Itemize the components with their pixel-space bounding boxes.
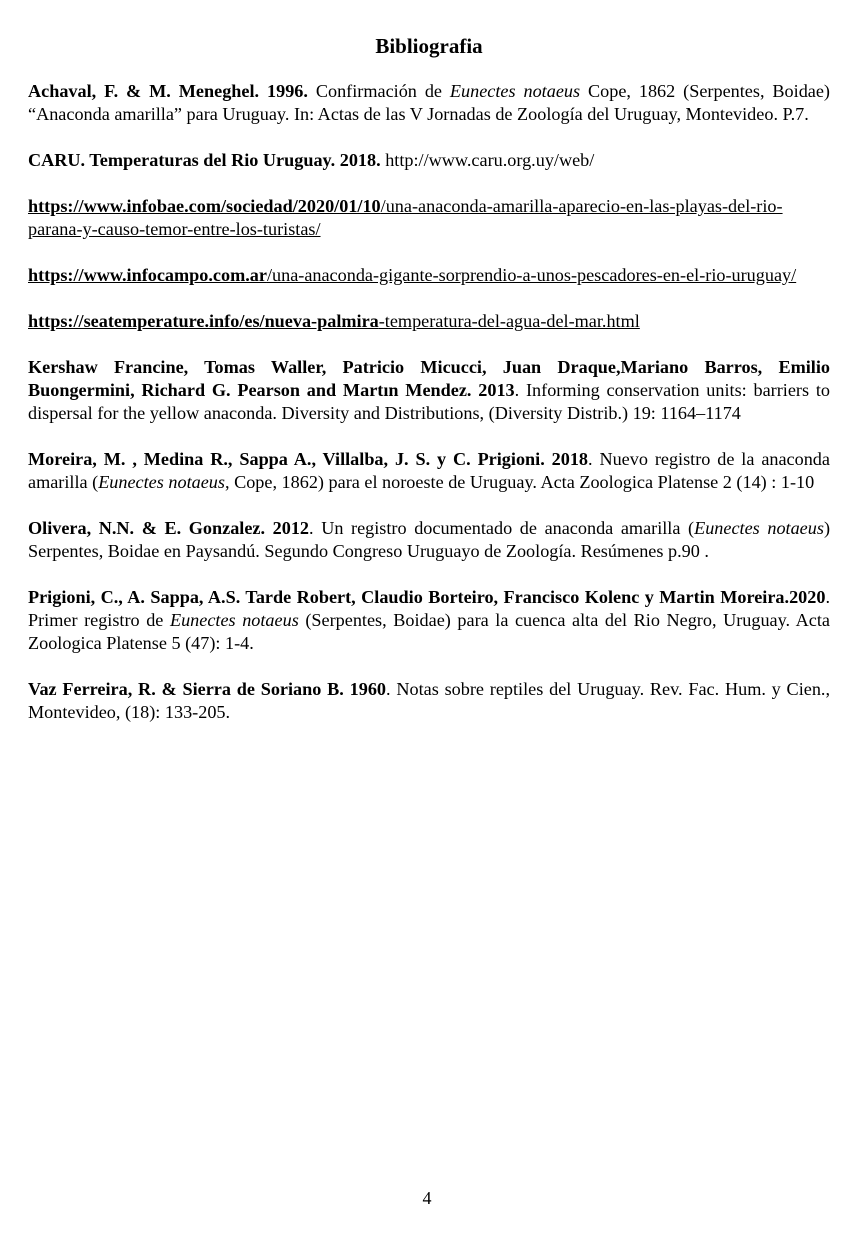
reference-text: . Un registro documentado de anaconda amarilla ( — [309, 518, 695, 538]
reference-text: Cope, 1862 (Serpentes, Boidae) “Anaconda amarilla” para Uruguay. In: Actas de las V Jornadas de Zoología del Uruguay, Montevideo. P.7. — [28, 81, 830, 124]
species-name: Eunectes notaeus — [169, 610, 299, 630]
species-name: Eunectes notaeus — [98, 472, 225, 492]
species-name: Eunectes notaeus — [449, 81, 581, 101]
reference-moreira-2018 — [28, 448, 830, 494]
reference-authors: Moreira, M. , Medina R., Sappa A., Villalba, J. S. y C. Prigioni. 2018 — [28, 449, 589, 469]
reference-kershaw-2013 — [28, 356, 830, 425]
link-domain[interactable]: https://seatemperature.info/es/nueva-palmira — [28, 311, 379, 331]
reference-caru-2018 — [28, 149, 830, 172]
species-name: Eunectes notaeus — [694, 518, 824, 538]
reference-text: Confirmación de — [307, 81, 450, 101]
link-path[interactable]: /una-anaconda-gigante-sorprendio-a-unos-pescadores-en-el-rio-uruguay/ — [266, 265, 797, 285]
link-path[interactable]: -temperatura-del-agua-del-mar.html — [378, 311, 640, 331]
reference-text: . Primer registro de — [28, 587, 830, 630]
reference-vaz-ferreira-1960 — [28, 678, 830, 724]
reference-text: (Serpentes, Boidae) para la cuenca alta del Rio Negro, Uruguay. Acta Zoologica Platense 5 (47): 1-4. — [28, 610, 830, 653]
reference-infobae — [28, 195, 830, 241]
reference-url[interactable]: http://www.caru.org.uy/web/ — [380, 150, 595, 170]
reference-infocampo — [28, 264, 830, 287]
reference-prigioni-2020 — [28, 586, 830, 655]
reference-olivera-2012 — [28, 517, 830, 563]
reference-authors: Achaval, F. & M. Meneghel. 1996. — [28, 81, 308, 101]
bibliography-title: Bibliografia — [375, 34, 483, 58]
link-domain[interactable]: https://www.infocampo.com.ar — [28, 265, 267, 285]
reference-seatemperature — [28, 310, 830, 333]
reference-text: . Informing conservation units: barriers to dispersal for the yellow anaconda. Diversity and Distributions, (Diversity Distrib.) 19: 1164–1174 — [28, 380, 830, 423]
reference-authors: Olivera, N.N. & E. Gonzalez. 2012 — [28, 518, 310, 538]
reference-authors: Prigioni, C., A. Sappa, A.S. Tarde Robert, Claudio Borteiro, Francisco Kolenc y Martin Moreira.2020 — [28, 587, 826, 607]
reference-link[interactable] — [28, 196, 783, 239]
page-number: 4 — [422, 1188, 432, 1208]
reference-authors: Kershaw Francine, Tomas Waller, Patricio Micucci, Juan Draque,Mariano Barros, Emilio Buongermini, Richard G. Pearson and Martın Mendez. 2013 — [28, 357, 830, 400]
link-domain[interactable]: https://www.infobae.com/sociedad/2020/01/10 — [28, 196, 381, 216]
reference-link[interactable] — [28, 311, 640, 331]
reference-text: ) Serpentes, Boidae en Paysandú. Segundo Congreso Uruguayo de Zoología. Resúmenes p.90 . — [28, 518, 830, 561]
reference-achaval-1996 — [28, 80, 830, 126]
reference-text: , Cope, 1862) para el noroeste de Uruguay. Acta Zoologica Platense 2 (14) : 1-10 — [224, 472, 815, 492]
document-page — [28, 32, 830, 747]
reference-text: . Notas sobre reptiles del Uruguay. Rev. Fac. Hum. y Cien., Montevideo, (18): 133-205. — [28, 679, 831, 722]
reference-authors: CARU. Temperaturas del Rio Uruguay. 2018. — [28, 150, 381, 170]
reference-link[interactable] — [28, 265, 796, 285]
link-path[interactable]: /una-anaconda-amarilla-aparecio-en-las-playas-del-rio-parana-y-causo-temor-entre-los-turistas/ — [28, 196, 783, 239]
reference-authors: Vaz Ferreira, R. & Sierra de Soriano B. 1960 — [28, 679, 387, 699]
reference-text: . Nuevo registro de la anaconda amarilla ( — [28, 449, 830, 492]
